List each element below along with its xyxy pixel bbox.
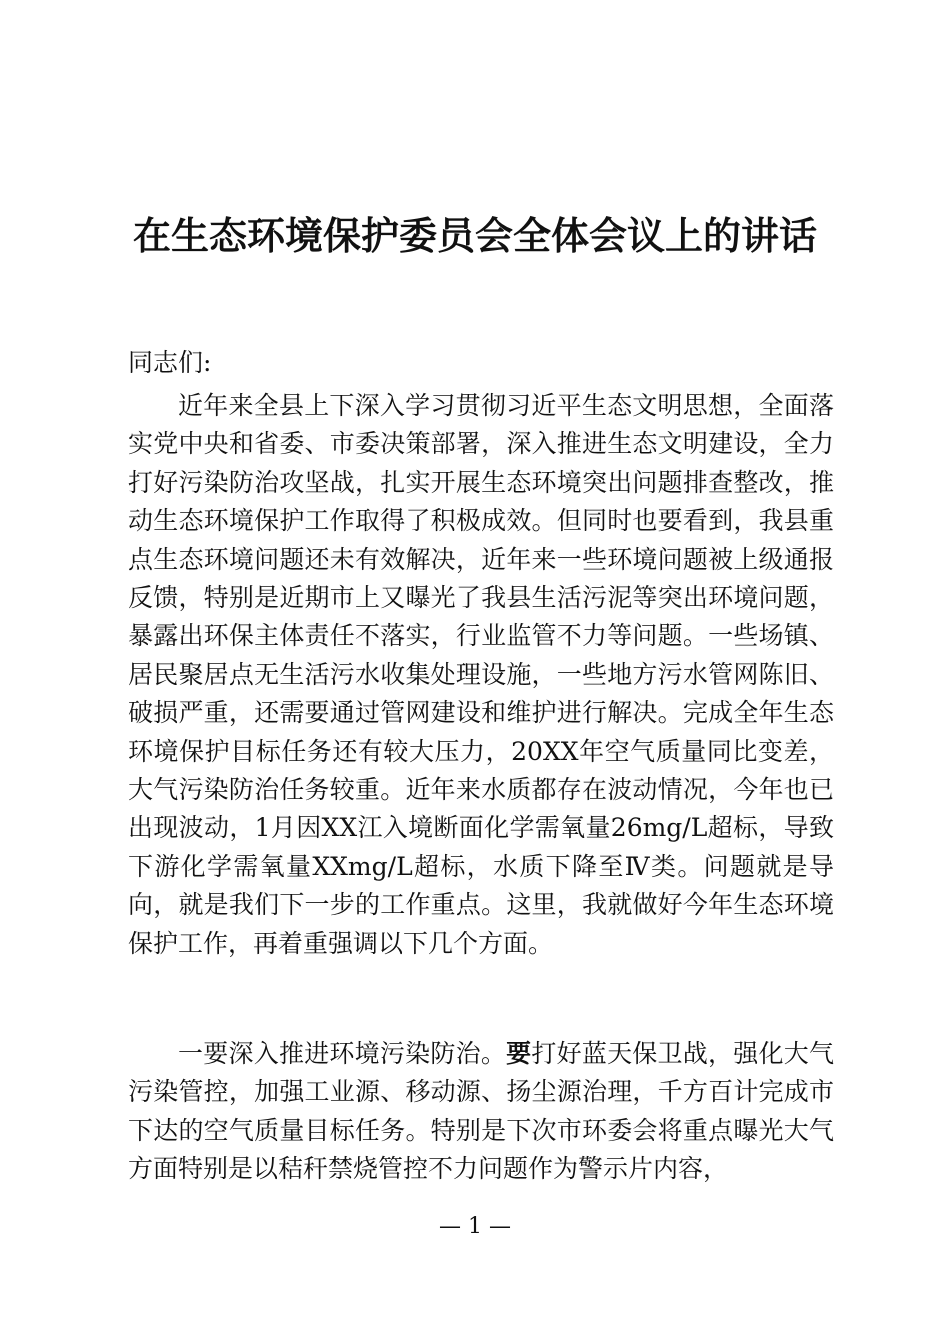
body-paragraph: 近年来全县上下深入学习贯彻习近平生态文明思想，全面落实党中央和省委、市委决策部署，深入推进生态文明建设，全力打好污染防治攻坚战，扎实开展生态环境突出问题排查整改，推动生态环境保护工作取得了积极成效。但同时也要看到，我县重点生态环境问题还未有效解决，近年来一些环境问题被上级通报反馈，特别是近期市上又曝光了我县生活污泥等突出环境问题，暴露出环保主体责任不落实，行业监管不力等问题。一些场镇、居民聚居点无生活污水收集处理设施，一些地方污水管网陈旧、破损严重，还需要通过管网建设和维护进行解决。完成全年生态环境保护目标任务还有较大压力，20XX年空气质量同比变差，大气污染防治任务较重。近年来水质都存在波动情况，今年也已出现波动，1月因XX江入境断面化学需氧量26mg/L超标，导致下游化学需氧量XXmg/L超标，水质下降至Ⅳ类。问题就是导向，就是我们下一步的工作重点。这里，我就做好今年生态环境保护工作，再着重强调以下几个方面。 xyxy=(128,391,834,958)
section-lead-word: 要 xyxy=(506,1039,532,1068)
section-body-text: 打好蓝天保卫战，强化大气污染管控，加强工业源、移动源、扬尘源治理，千方百计完成市下达的空气质量目标任务。特别是下次市环委会将重点曝光大气方面特别是以秸秆禁烧管控不力问题作为警示片内容， xyxy=(128,1039,834,1184)
salutation: 同志们: xyxy=(128,348,212,377)
page-title: 在生态环境保护委员会全体会议上的讲话 xyxy=(132,214,817,258)
page-number: — 1 — xyxy=(439,1214,511,1239)
body-paragraph xyxy=(128,1035,834,1189)
section-heading: 一要深入推进环境污染防治。 xyxy=(178,1039,507,1068)
